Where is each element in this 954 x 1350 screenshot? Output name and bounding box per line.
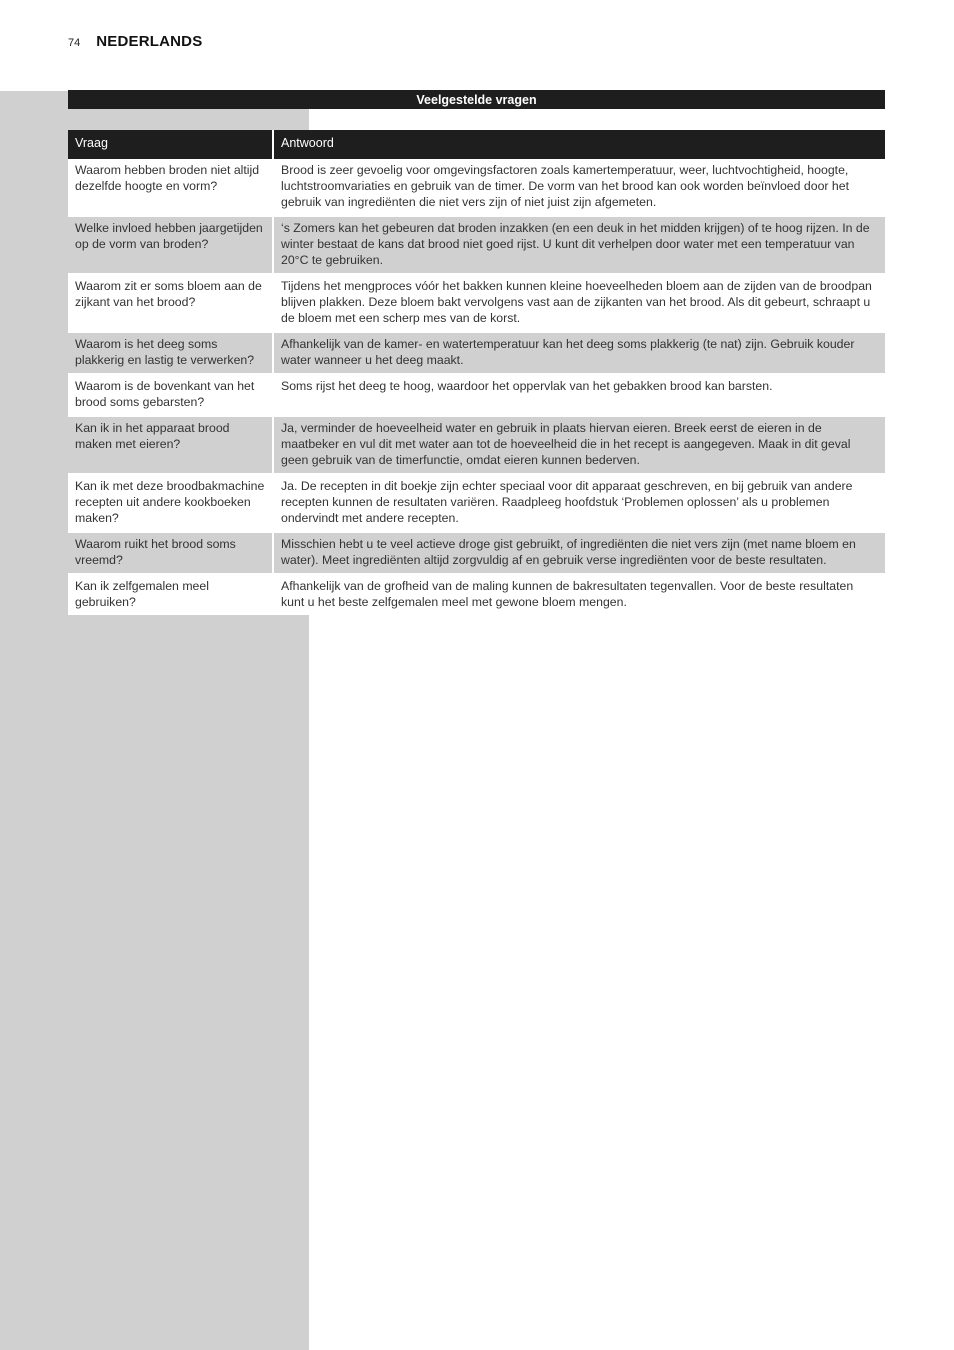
table-row bbox=[68, 416, 885, 474]
table-row bbox=[68, 574, 885, 615]
answer-cell: Misschien hebt u te veel actieve droge gist gebruikt, of ingrediënten die niet vers zijn (met name bloem en water). Meet ingrediënten altijd zorgvuldig af en gebruik verse ingrediënten voor de beste resultaten. bbox=[273, 532, 885, 574]
faq-table bbox=[68, 130, 885, 615]
section-title-bar bbox=[68, 90, 885, 109]
answer-cell: Afhankelijk van de kamer- en watertemperatuur kan het deeg soms plakkerig (te nat) zijn. Gebruik kouder water wanneer u het deeg maakt. bbox=[273, 332, 885, 374]
table-row bbox=[68, 159, 885, 216]
table-header-row bbox=[68, 130, 885, 159]
column-header-question: Vraag bbox=[68, 130, 273, 159]
language-heading: NEDERLANDS bbox=[96, 33, 203, 50]
question-cell: Kan ik zelfgemalen meel gebruiken? bbox=[68, 574, 273, 615]
page-header bbox=[68, 33, 202, 50]
table-row bbox=[68, 474, 885, 532]
answer-cell: Soms rijst het deeg te hoog, waardoor het oppervlak van het gebakken brood kan barsten. bbox=[273, 374, 885, 416]
table-row bbox=[68, 216, 885, 274]
question-cell: Waarom zit er soms bloem aan de zijkant van het brood? bbox=[68, 274, 273, 332]
question-cell: Waarom hebben broden niet altijd dezelfde hoogte en vorm? bbox=[68, 159, 273, 216]
section-title: Veelgestelde vragen bbox=[416, 92, 537, 107]
page-number: 74 bbox=[68, 37, 81, 49]
answer-cell: ‘s Zomers kan het gebeuren dat broden inzakken (en een deuk in het midden krijgen) of te hoog rijzen. In de winter bestaat de kans dat brood niet goed rijst. U kunt dit verhelpen door water met een temperatuur van 20°C te gebruiken. bbox=[273, 216, 885, 274]
question-cell: Kan ik in het apparaat brood maken met eieren? bbox=[68, 416, 273, 474]
answer-cell: Afhankelijk van de grofheid van de maling kunnen de bakresultaten tegenvallen. Voor de beste resultaten kunt u het beste zelfgemalen meel met gewone bloem mengen. bbox=[273, 574, 885, 615]
question-cell: Waarom is de bovenkant van het brood soms gebarsten? bbox=[68, 374, 273, 416]
question-cell: Kan ik met deze broodbakmachine recepten uit andere kookboeken maken? bbox=[68, 474, 273, 532]
question-cell: Waarom ruikt het brood soms vreemd? bbox=[68, 532, 273, 574]
question-cell: Welke invloed hebben jaargetijden op de vorm van broden? bbox=[68, 216, 273, 274]
answer-cell: Brood is zeer gevoelig voor omgevingsfactoren zoals kamertemperatuur, weer, luchtvochtigheid, hoogte, luchtstroomvariaties en gebruik van de timer. De vorm van het brood kan ook worden beïnvloed door het gebruik van ingrediënten die niet vers zijn of niet juist zijn afgemeten. bbox=[273, 159, 885, 216]
answer-cell: Tijdens het mengproces vóór het bakken kunnen kleine hoeveelheden bloem aan de zijden van de broodpan blijven plakken. Deze bloem bakt vervolgens vast aan de zijkanten van het brood. Als dit gebeurt, schraapt u de bloem met een scherp mes van de korst. bbox=[273, 274, 885, 332]
column-header-answer: Antwoord bbox=[273, 130, 885, 159]
question-cell: Waarom is het deeg soms plakkerig en lastig te verwerken? bbox=[68, 332, 273, 374]
answer-cell: Ja. De recepten in dit boekje zijn echter speciaal voor dit apparaat geschreven, en bij gebruik van andere recepten kunnen de resultaten variëren. Raadpleeg hoofdstuk ‘Problemen oplossen’ als u problemen ondervindt met andere recepten. bbox=[273, 474, 885, 532]
table-row bbox=[68, 374, 885, 416]
answer-cell: Ja, verminder de hoeveelheid water en gebruik in plaats hiervan eieren. Breek eerst de eieren in de maatbeker en vul dit met water aan tot de hoeveelheid die in het recept is aangegeven. Maak in dit geval geen gebruik van de timerfunctie, omdat eieren kunnen bederven. bbox=[273, 416, 885, 474]
table-row bbox=[68, 332, 885, 374]
table-row bbox=[68, 532, 885, 574]
table-row bbox=[68, 274, 885, 332]
